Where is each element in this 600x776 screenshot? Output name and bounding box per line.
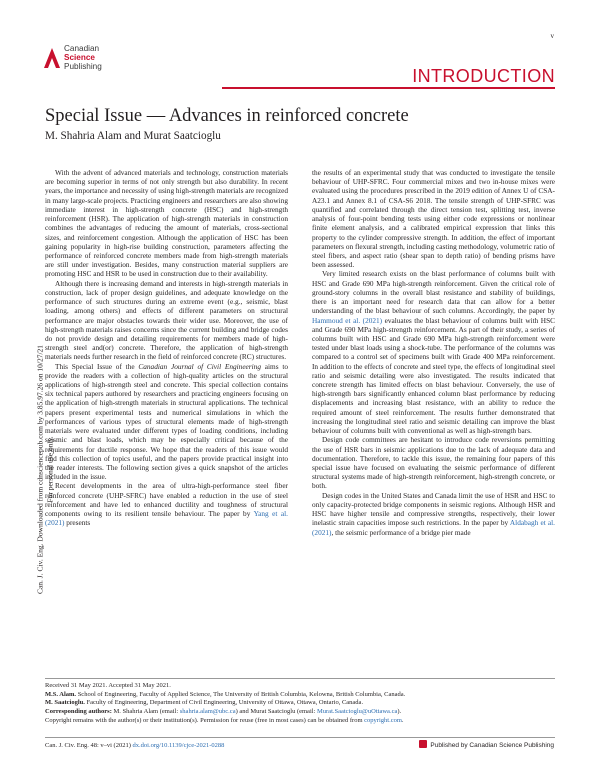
journal-citation: Can. J. Civ. Eng. 48: v–vi (2021) dx.doi.org/10.1139/cjce-2021-0288 (45, 742, 225, 749)
publisher-logo (42, 44, 162, 84)
logo-text-canadian: Canadian (64, 44, 100, 53)
citation-link-aldabagh[interactable]: Aldabagh et al. (2021) (312, 518, 555, 537)
doi-link[interactable]: dx.doi.org/10.1139/cjce-2021-0288 (132, 742, 225, 749)
citation-link-yang[interactable]: Yang et al. (2021) (45, 509, 288, 528)
footnote-rule (45, 678, 555, 679)
paragraph: Very limited research exists on the blast performance of columns built with HSC and Grade 690 MPa high-strength reinforcement. Given the critical role of ground-story columns in the overall blast resistance and stability of buildings, there is an important need for research data that can allow for a better understanding of the blast behaviour of such columns. Accordingly, the paper by Hammoud et al. (2021) evaluates the blast behaviour of columns built with HSC and Grade 690 MPa high-strength reinforcement. As part of their study, a series of columns built with HSC and Grade 690 MPa high-strength reinforcement were tested under blast loads using a shock-tube. The performance of the columns was compared to a control set of specimens built with Grade 400 MPa reinforcement. In addition to the effects of concrete and steel type, the effects of longitudinal steel ratio and seismic detailing were also investigated. The results indicated that concrete strength has limited effects on blast behaviour. Conversely, the use of high-strength bars significantly enhanced column blast performance by reducing displacements and increasing blast resistance, with an ability to reduce the required amount of steel reinforcement. The results further demonstrated that increasing the longitudinal steel ratio and seismic detailing can improve the blast behaviour of columns built with conventional as well as high-strength bars. (312, 269, 555, 436)
logo-text-science: Science (64, 53, 95, 62)
article-title: Special Issue — Advances in reinforced concrete (45, 106, 409, 126)
publisher-credit: Published by Canadian Science Publishing (419, 740, 554, 749)
right-column (312, 168, 555, 537)
paragraph: Recent developments in the area of ultra-high-performance steel fiber reinforced concrete (UHP-SFRC) have enabled a reduction in the use of steel reinforcement and have led to enhanced ductility and toughness of structural components owing to its resilient tensile behaviour. The paper by Yang et al. (2021) presents (45, 481, 288, 528)
paragraph: Design code committees are hesitant to introduce code reversions permitting the use of HSR bars in seismic applications due to the lack of adequate data and documentation. Therefore, to tackle this issue, the remaining four papers of this special issue have focused on evaluating the seismic performance of different structural systems made of high-strength reinforcement, high-strength concrete, or both. (312, 435, 555, 491)
logo-icon (42, 46, 62, 70)
paragraph: Although there is increasing demand and interests in high-strength materials in construction, lack of proper design guidelines, and adequate knowledge on the performance of such structures during an extreme event (e.g., seismic, blast loading, among others) and effects of different parameters on structural performance are major obstacles towards their wider use. Moreover, the use of high-strength materials raises concerns since the current building and bridge codes do not provide design and detailing requirements for members made of high-strength steel and(or) concrete. Therefore, the application of high-strength materials needs further research in the field of reinforced concrete (RC) structures. (45, 278, 288, 362)
page-roman-number: v (550, 32, 554, 40)
journal-name: Canadian Journal of Civil Engineering (138, 361, 261, 371)
corresponding-authors: Corresponding authors: M. Shahria Alam (email: shahria.alam@ubc.ca) and Murat Saatcioglu (email: Murat.Saatcioglu@uOttawa.ca). (45, 708, 402, 716)
publisher-mark-icon (419, 740, 427, 748)
paragraph: With the advent of advanced materials and technology, construction materials are becoming superior in terms of not only strength but also durability. In recent years, the importance and necessity of using high-strength materials are recognized in many large-scale projects. Practicing engineers and researchers are also showing immediate interest in high-strength concrete (HSC) and high-strength reinforcement (HSR). The application of high-strength materials in construction combines the advantages of reducing the amount of materials, cross-sectional sizes, and reinforcement congestion. Although the application of HSC has been gaining popularity in high-rise building construction, parameters affecting the performance of reinforced concrete members made from high-strength materials are still under investigation. Besides, many construction material suppliers are promoting HSC and HSR to be used in construction due to their availability. (45, 168, 288, 279)
received-dates: Received 31 May 2021. Accepted 31 May 2021. (45, 682, 171, 689)
watermark-line-2: For personal use only. (45, 436, 54, 503)
footnotes (45, 682, 560, 726)
paragraph: Design codes in the United States and Canada limit the use of HSR and HSC to only capacity-protected bridge components in seismic regions. Although HSR and HSC have higher tensile and compressive strengths, respectively, their lower inelastic strain capacities impose such restrictions. In the paper by Aldabagh et al. (2021), the seismic performance of a bridge pier made (312, 490, 555, 537)
footer-rule (45, 737, 555, 738)
copyright-link[interactable]: copyright.com (364, 716, 402, 724)
affiliation-alam: M.S. Alam. School of Engineering, Faculty of Applied Science, The University of British Columbia, Kelowna, British Columbia, Canada. (45, 690, 406, 698)
copyright-note: Copyright remains with the author(s) or their institution(s). Permission for reuse (free in most cases) can be obtained from copyright.com. (45, 716, 404, 724)
left-column (45, 168, 288, 528)
watermark-line-1: Can. J. Civ. Eng. Downloaded from cdnsciencepub.com by 3.85.97.26 on 10/27/21 (35, 344, 45, 595)
section-label: INTRODUCTION (412, 66, 555, 86)
paragraph: This Special Issue of the Canadian Journal of Civil Engineering aims to provide the readers with a collection of high-quality articles on the structural applications of high-strength steel and concrete. This special collection contains six technical papers authored by researchers and practicing engineers focusing on the application of high-strength materials in structural applications. The technical papers present experimental tests and numerical simulations in which the performances of various types of structural elements made of high-strength materials were evaluated under different types of loading conditions, including seismic and blast loads, which may be especially critical because of the requirements for ductile response. We hope that the readers of this issue would find this collection of topics useful, and the papers provide practical insight into the reader interests. The following section gives a quick snapshot of the articles included in the issue. (45, 361, 289, 482)
logo-text-publishing: Publishing (64, 62, 102, 71)
email-link-saatcioglu[interactable]: Murat.Saatcioglu@uOttawa.ca (316, 708, 398, 716)
header-rule (222, 87, 555, 89)
article-authors: M. Shahria Alam and Murat Saatcioglu (45, 130, 221, 142)
paragraph: the results of an experimental study that was conducted to investigate the tensile behaviour of UHP-SFRC. Four commercial mixes and two in-house mixes were evaluated using the procedures prescribed in the 2019 edition of Annex U of CSA-A23.1 and Annex 8.1 of CSA-S6 2018. The tensile strength of UHP-SFRC was quantified and correlated through the direct tension test, splitting test, inverse analysis of four-point bending tests using either code expressions or nonlinear finite element analysis, and a calibrated empirical expression that links this property to the cylinder compressive strength. In addition, the effect of important parameters on flexural strength, including casting methodology, volumetric ratio of steel fibers, and aspect ratio (shear span to depth ratio) of bending prisms have been assessed. (312, 168, 555, 270)
affiliation-saatcioglu: M. Saatcioglu. Faculty of Engineering, Department of Civil Engineering, University of Ottawa, Ottawa, Ontario, Canada. (45, 699, 364, 707)
email-link-alam[interactable]: shahria.alam@ubc.ca (179, 708, 236, 716)
citation-link-hammoud[interactable]: Hammoud et al. (2021) (312, 315, 383, 325)
